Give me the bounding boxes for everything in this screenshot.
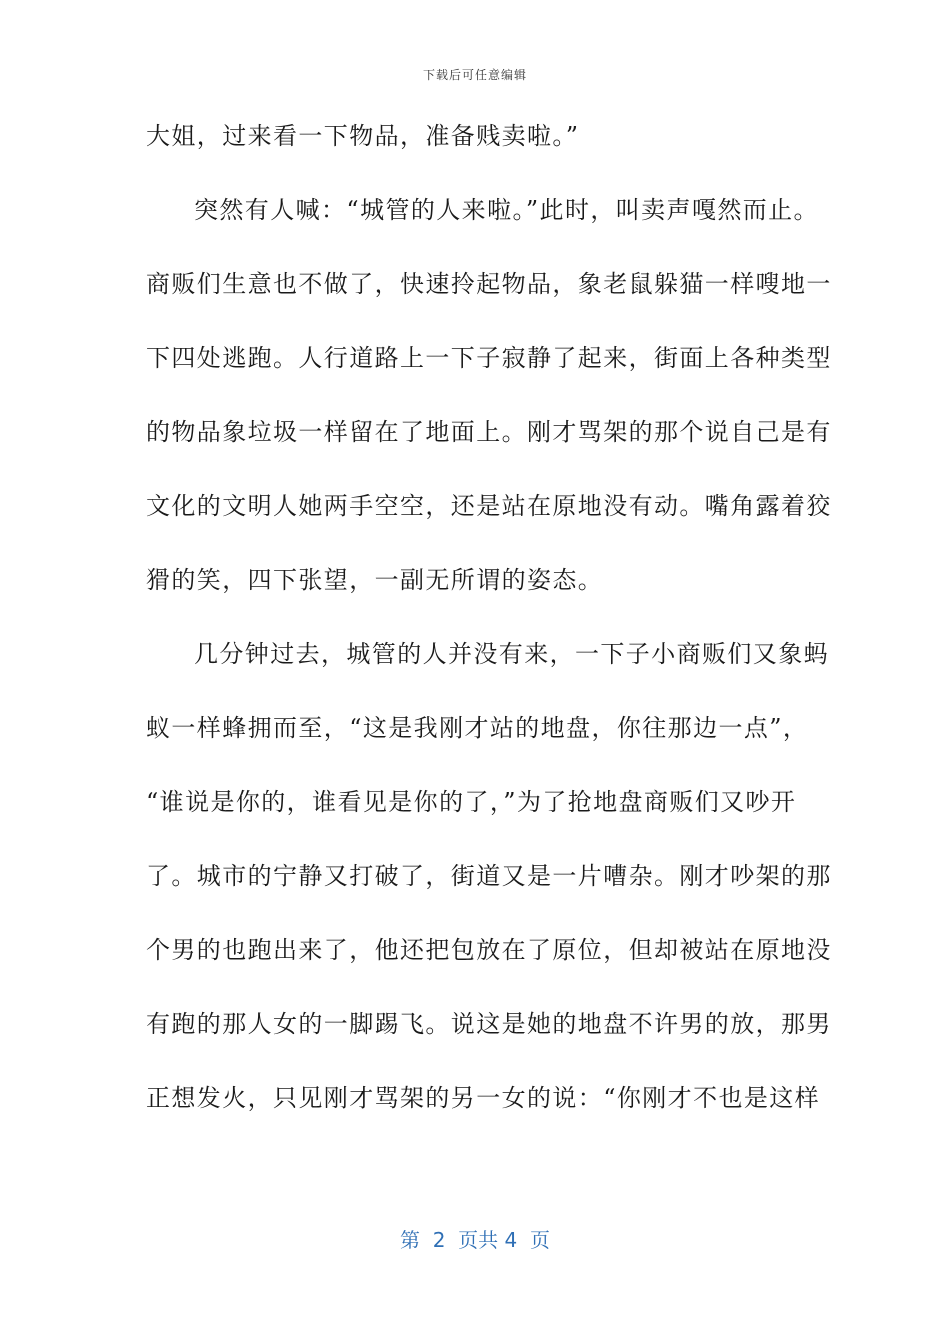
text-line-14: 正想发火，只见刚才骂架的另一女的说：“你刚才不也是这样 (146, 1084, 821, 1112)
text-line-10: “谁说是你的，谁看见是你的了，”为了抢地盘商贩们又吵开 (146, 788, 797, 816)
text-line-7: 猾的笑，四下张望，一副无所谓的姿态。 (146, 566, 604, 594)
text-line-3: 商贩们生意也不做了，快速拎起物品，象老鼠躲猫一样嗖地一 (146, 270, 832, 298)
text-line-11: 了。城市的宁静又打破了，街道又是一片嘈杂。刚才吵架的那 (146, 862, 832, 890)
text-line-9: 蚁一样蜂拥而至，“这是我刚才站的地盘，你往那边一点”， (146, 714, 809, 742)
page-number-footer: 第 2 页共 4 页 (400, 1228, 550, 1252)
text-line-1: 大姐，过来看一下物品，准备贱卖啦。” (146, 122, 580, 150)
text-line-5: 的物品象垃圾一样留在了地面上。刚才骂架的那个说自己是有 (146, 418, 832, 446)
text-line-4: 下四处逃跑。人行道路上一下子寂静了起来，街面上各种类型 (146, 344, 832, 372)
text-line-12: 个男的也跑出来了，他还把包放在了原位，但却被站在原地没 (146, 936, 832, 964)
text-line-6: 文化的文明人她两手空空，还是站在原地没有动。嘴角露着狡 (146, 492, 832, 520)
text-line-13: 有跑的那人女的一脚踢飞。说这是她的地盘不许男的放，那男 (146, 1010, 832, 1038)
text-line-2: 突然有人喊：“城管的人来啦。”此时，叫卖声嘎然而止。 (194, 196, 819, 224)
page-header: 下载后可任意编辑 (422, 68, 527, 82)
text-line-8: 几分钟过去，城管的人并没有来，一下子小商贩们又象蚂 (194, 640, 829, 668)
